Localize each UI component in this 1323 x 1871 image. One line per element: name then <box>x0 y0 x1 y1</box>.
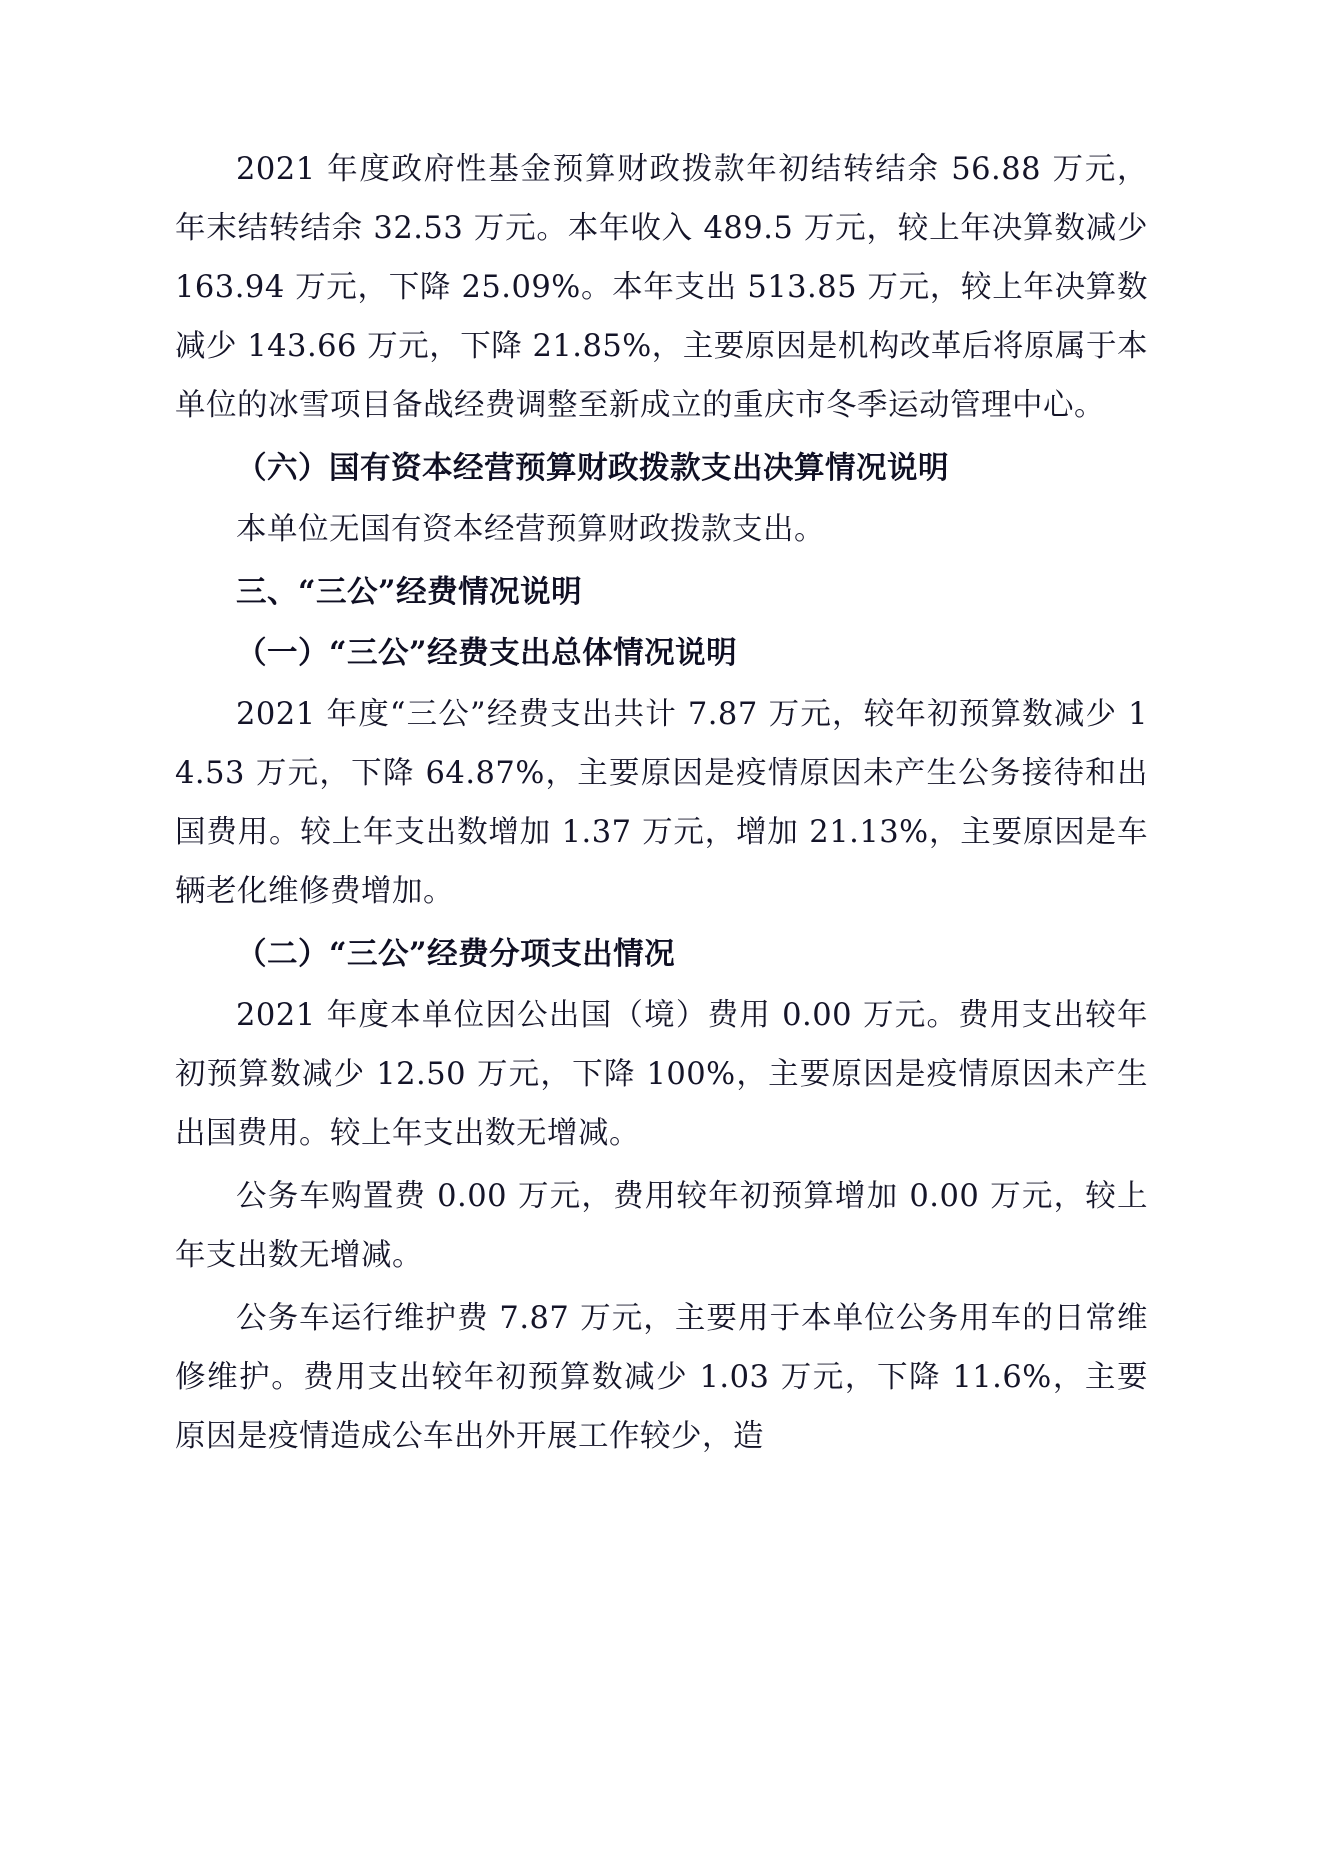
paragraph-overseas-travel: 2021 年度本单位因公出国（境）费用 0.00 万元。费用支出较年初预算数减少 12.50 万元，下降 100%，主要原因是疫情原因未产生出国费用。较上年支出数无增减。 <box>175 998 1148 1151</box>
heading-three-public-expenses: 三、“三公”经费情况说明 <box>236 574 583 610</box>
paragraph-state-capital-none: 本单位无国有资本经营预算财政拨款支出。 <box>236 512 825 547</box>
paragraph-vehicle-maintenance: 公务车运行维护费 7.87 万元，主要用于本单位公务用车的日常维修维护。费用支出较年初预算数减少 1.03 万元，下降 11.6%，主要原因是疫情造成公车出外开展工作较少，造 <box>175 1301 1148 1454</box>
document-body <box>175 140 1148 1466</box>
paragraph-government-fund-budget: 2021 年度政府性基金预算财政拨款年初结转结余 56.88 万元，年末结转结余 32.53 万元。本年收入 489.5 万元，较上年决算数减少 163.94 万元，下降 25.09%。本年支出 513.85 万元，较上年决算数减少 143.66 万元，下降 21.85%，主要原因是机构改革后将原属于本单位的冰雪项目备战经费调整至新成立的重庆市冬季运动管理中心。 <box>175 152 1148 423</box>
paragraph-three-public-total: 2021 年度“三公”经费支出共计 7.87 万元，较年初预算数减少 14.53 万元，下降 64.87%，主要原因是疫情原因未产生公务接待和出国费用。较上年支出数增加 1.37 万元，增加 21.13%，主要原因是车辆老化维修费增加。 <box>175 697 1148 909</box>
paragraph-vehicle-purchase: 公务车购置费 0.00 万元，费用较年初预算增加 0.00 万元，较上年支出数无增减。 <box>175 1179 1148 1273</box>
heading-three-public-overall: （一）“三公”经费支出总体情况说明 <box>236 635 738 671</box>
heading-state-capital-expenditure: （六）国有资本经营预算财政拨款支出决算情况说明 <box>236 450 949 486</box>
heading-three-public-itemized: （二）“三公”经费分项支出情况 <box>236 936 676 972</box>
